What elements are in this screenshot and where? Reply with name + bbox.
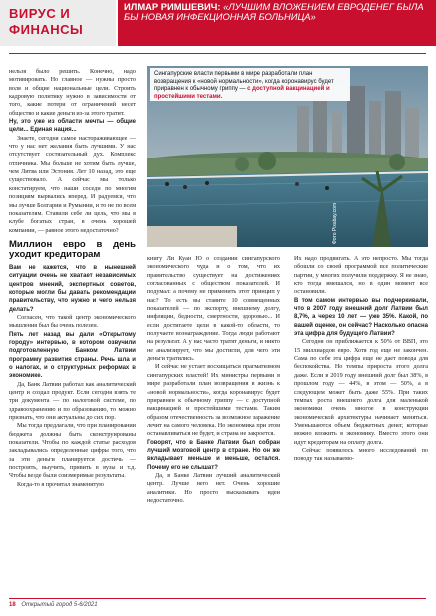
photo-credit: Фото Pixabay.com: [332, 202, 338, 244]
paragraph: Сегодня он приближается к 50% от ВВП, это 15 миллиардов евро. Хотя год еще не закончен. Сама по себе эта цифра еще не дает повода для беспокойства. Но темпы прироста этого долга даже. Если в 2019 году внешний долг был 38%, в прошлом году — 44%, в этом — 50%, а в следующем может быть даже 55%. При таких темпах роста внешнего долга для маленькой экономики очень многое в конструкции экономической архитектуры начинает меняться. Уменьшаются объем бюджетных денег, которые можно вложить в экономику. Вместо этого они идут кредиторам на оплату долга.: [294, 338, 428, 446]
paragraph: И сейчас не устает восхищаться прагматизмом сингапурских властей! Их министры первыми в мире разработали план возвращения в жизнь к «новой нормальности», когда коронавирус будет приравнен к обычному гриппу — с доступной вакцинацией и простейшими тестами. Таким образом отечественность за возможное заражение лечит на самого человека. Но экономика при этом останавливаться не будет, и страна не закроется.: [147, 363, 280, 438]
paragraph: Когда-то я прочитал знаменитую: [17, 480, 104, 488]
section-label-line2: ФИНАНСЫ: [9, 22, 84, 37]
publication-name: Открытый город 5-6/2021: [21, 602, 98, 608]
headline-author: ИЛМАР РИМШЕВИЧ:: [124, 1, 221, 12]
paragraph: Сейчас появилось много исследований по поводу так называемо-: [294, 446, 428, 463]
caption-highlight: с доступной вакцинацией и простейшими тестами.: [154, 86, 330, 100]
page-number: 18: [9, 602, 16, 608]
interview-question: Ну, это уже из области мечты — общие цели... Единая нация...: [9, 119, 136, 134]
bottom-rule: [9, 598, 426, 599]
paragraph: книгу Ли Куан Ю о создании сингапурского экономического чуда и о том, что их правительство существует на достижениях согласованных с обществом показателей. И подумал: а почему не применить этот принцип у нас? То есть вы ставите 10 совмещенных показателей — по экспорту, внешнему долгу, инфляции, бедности, смертности, здоровью... И если достигаете цели в какой-то области, то получаете вознаграждение. Тогда люди работают на результат. А у нас часто тратят деньги, и никто не анализирует, что мы достигли, для чего эти деньги тратились.: [147, 255, 280, 363]
interview-question: В том самом интервью вы подчеркивали, что в 2007 году внешний долг Латвии был 8,7%, а через 10 лет — уже 35%. Какой, по вашей оценке, он сейчас? Насколько опасна эта цифра для будущего Латвии?: [294, 297, 428, 338]
interview-question: Пять лет назад вы дали «Открытому городу» интервью, в котором озвучили подготовленную Банком Латвии программу развития страны. Речь шла и о налогах, и о структурных реформах в экономике.: [9, 331, 136, 380]
section-label: [0, 0, 116, 46]
text-column-3: [294, 255, 428, 464]
page-footer: [9, 602, 426, 608]
article-headline: [124, 2, 430, 23]
caption-text: Сингапурские власти первыми в мире разработали план возвращения к «новой нормальности», когда коронавирус будет приравнен к обычному гриппу —: [154, 71, 334, 93]
section-label-line1: ВИРУС И: [9, 6, 71, 21]
paragraph: Их надо продвигать. А это непросто. Мы тогда обошли со своей программой все политические партии, у многих получили поддержку. Я не знаю, кто тогда вмешался, но в один момент все остановили.: [294, 255, 428, 296]
interview-question: Говорят, что в Банке Латвии был собран лучший мозговой центр в стране. Но он же вкладывает меньше и меньше, остался. Почему его не слышат?: [147, 439, 280, 471]
paragraph: Да, в Банке Латвии лучший аналитический центр. Лучше него нет. Очень хорошие аналитики. Но просто высказывать идеи недостаточно.: [147, 471, 280, 504]
paragraph: Да, Банк Латвии работал как аналитический центр и создал продукт. Если сегодня взять те три документа — по налоговой системе, по здравоохранению и по образованию, то можно признать, что они актуальны до сих пор.: [9, 380, 136, 422]
headline-quote: «ЛУЧШИМ ВЛОЖЕНИЕМ ЕВРОДЕНЕГ БЫЛА БЫ НОВАЯ ИНФЕКЦИОННАЯ БОЛЬНИЦА»: [124, 1, 424, 23]
subheading: Миллион евро в день уходит кредиторам: [9, 238, 136, 261]
paragraph: Согласен, что такой центр экономического мышления был бы очень полезен.: [9, 313, 136, 330]
photo-caption: [150, 68, 350, 101]
paragraph: нельзя было решить. Конечно, надо мотивировать. Но главное — нужны просто воля и общие национальные цели. Строить кадровую политику нужно в зависимости от того, какие потери от ограничений несет общество и какие деньги из-за этого тратит.: [9, 68, 136, 117]
top-rule: [9, 53, 426, 54]
text-column-1: [9, 68, 136, 489]
paragraph: Знаете, сегодня самое настораживающее — что у нас нет желания быть лучшими. У нас отсутствует состязательный дух. Комплекс отличника. Мы больше не хотим быть лучше, чем Литва или Эстония. Лет 10 назад, это еще существовало. А сейчас мы только констатируем, что наши соседи по многим позициям вырвались вперед. И радуемся, что мы лучше Болгарии и Румынии, и то не по всем показателям. Ставили себе ли цель, что мы в клубе богатых стран, в очень хорошей компании, — равное этого недостаточно?: [9, 134, 136, 234]
text-column-2: [147, 255, 280, 505]
paragraph: Мы тогда предлагали, что при планировании бюджета должны быть сконструированы показатели. Чтобы по каждой статье расходов закладывались определенные цифры того, что за эти деньги планируется достичь — построить, выучить, привить в вузы и т.д. Чтобы везде были соизмеримые результаты.: [9, 422, 136, 480]
interview-question: Вам не кажется, что в нынешней ситуации очень не хватает независимых центров мнений, экспертных советов, которые могли бы давать рекомендации правительству, что нужно и чего нельзя делать?: [9, 264, 136, 313]
